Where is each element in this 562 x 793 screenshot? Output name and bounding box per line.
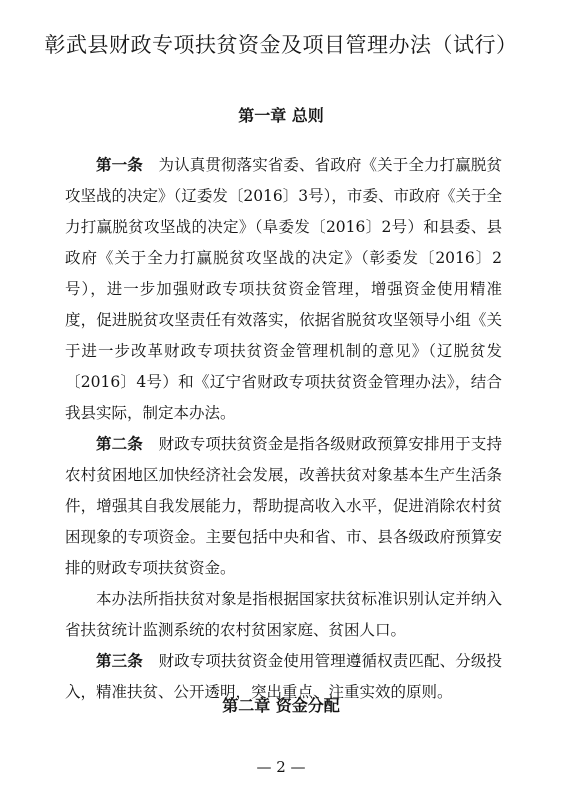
article-3-label: 第三条: [96, 652, 143, 670]
article-3-text: 财政专项扶贫资金使用管理遵循权责匹配、分级投入，精准扶贫、公开透明，突出重点、注重实效的原则。: [65, 652, 502, 701]
article-2-supplement: [65, 584, 502, 646]
article-2-text: 财政专项扶贫资金是指各级财政预算安排用于支持农村贫困地区加快经济社会发展，改善扶贫对象基本生产生活条件，增强其自我发展能力，帮助提高收入水平，促进消除农村贫困现象的专项资金。主要包括中央和省、市、县各级政府预算安排的财政专项扶贫资金。: [65, 435, 502, 577]
document-title: 彰武县财政专项扶贫资金及项目管理办法（试行）: [44, 33, 518, 57]
chapter-1-body: [65, 150, 502, 708]
article-2-label: 第二条: [96, 435, 143, 453]
article-1-label: 第一条: [96, 156, 143, 174]
chapter-1-heading: 第一章 总则: [238, 106, 324, 125]
article-1-text: 为认真贯彻落实省委、省政府《关于全力打赢脱贫攻坚战的决定》（辽委发〔2016〕3号），市委、市政府《关于全力打赢脱贫攻坚战的决定》（阜委发〔2016〕2号）和县委、县政府《关于全力打赢脱贫攻坚战的决定》（彰委发〔2016〕2号），进一步加强财政专项扶贫资金管理，增强资金使用精准度，促进脱贫攻坚责任有效落实，依据省脱贫攻坚领导小组《关于进一步改革财政专项扶贫资金管理机制的意见》（辽脱贫发〔2016〕4号）和《辽宁省财政专项扶贫资金管理办法》，结合我县实际，制定本办法。: [65, 156, 502, 422]
article-2-supplement-text: 本办法所指扶贫对象是指根据国家扶贫标准识别认定并纳入省扶贫统计监测系统的农村贫困家庭、贫困人口。: [65, 590, 502, 639]
page-number: — 2 —: [256, 758, 306, 776]
article-1: [65, 150, 502, 429]
article-2: [65, 429, 502, 584]
chapter-2-heading: 第二章 资金分配: [222, 696, 340, 715]
